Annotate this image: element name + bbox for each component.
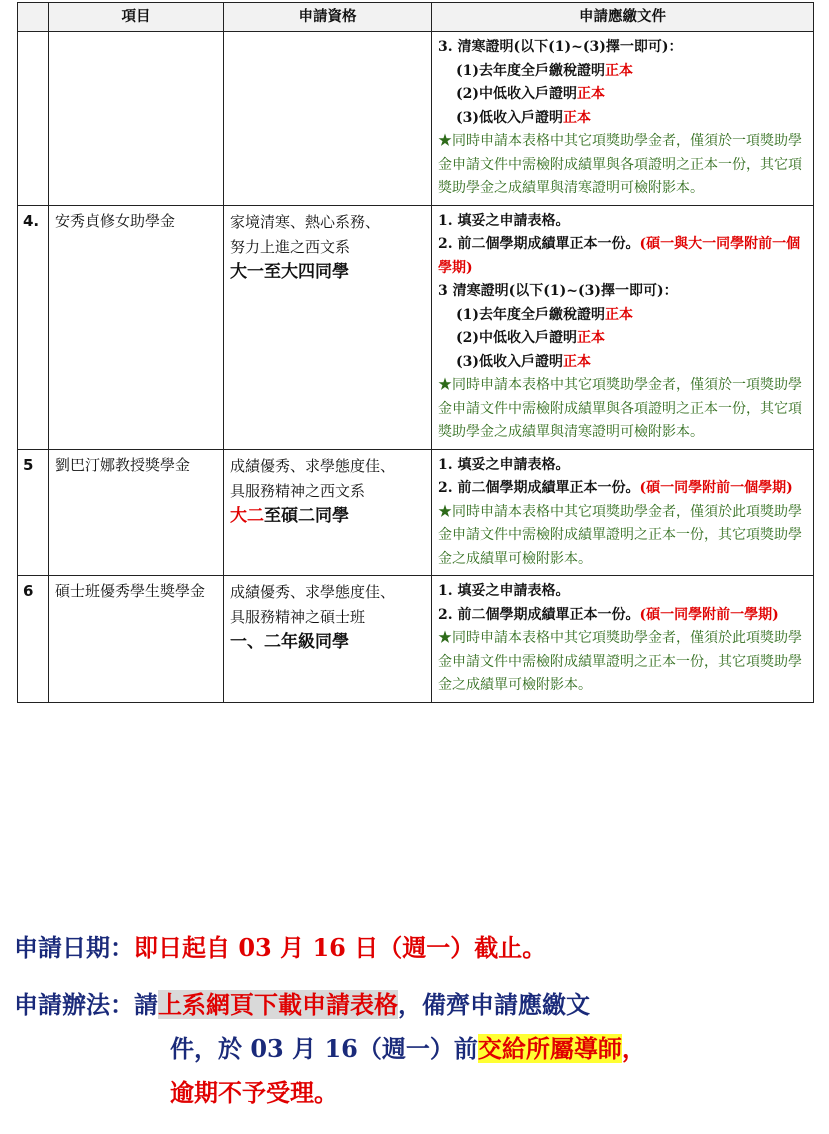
original-copy-label: 正本 <box>605 62 633 79</box>
qualification-line: 具服務精神之碩士班 <box>230 608 366 626</box>
qualification-grade: 大一至大四同學 <box>230 261 349 282</box>
doc-item: 1. 填妥之申請表格。 <box>438 456 570 473</box>
scholarship-table <box>17 2 814 703</box>
qualification-line: 家境清寒、熱心系務、 <box>230 212 381 231</box>
header-number <box>18 3 49 32</box>
doc-item: 1. 填妥之申請表格。 <box>438 212 570 229</box>
table-row <box>18 205 814 449</box>
doc-item: 2. 前二個學期成績單正本一份。 <box>438 236 640 252</box>
original-copy-label: 正本 <box>563 109 591 126</box>
note-text: ★同時申請本表格中其它項獎助學金者，僅須於此項獎助學金申請文件中需檢附成績單證明之正本一份，其它項獎助學金之成績單可檢附影本。 <box>438 630 802 693</box>
doc-item: 1. 填妥之申請表格。 <box>438 583 570 599</box>
scholarship-name: 劉巴汀娜教授獎學金 <box>49 449 224 576</box>
doc-item: 2. 前二個學期成績單正本一份。 <box>438 606 640 623</box>
download-form-instruction: 上系網頁下載申請表格 <box>158 990 398 1019</box>
doc-item: 3 清寒證明(以下(1)~(3)擇一即可)： <box>438 283 678 299</box>
qualification-line: 成績優秀、求學態度佳、 <box>230 456 396 475</box>
row-number: 6 <box>18 576 49 703</box>
doc-item: 2. 前二個學期成績單正本一份。 <box>438 480 640 496</box>
doc-item: 3. 清寒證明(以下(1)~(3)擇一即可)： <box>438 39 683 55</box>
doc-subitem: (3)低收入戶證明 <box>456 109 563 126</box>
original-copy-label: 正本 <box>577 330 605 346</box>
application-method-label: 申請辦法： <box>14 990 134 1019</box>
original-copy-label: 正本 <box>563 353 591 370</box>
doc-item-remark: (碩一與大一同學附前一個學期) <box>438 236 801 276</box>
doc-subitem: (1)去年度全戶繳稅證明 <box>456 62 605 79</box>
note-text: ★同時申請本表格中其它項獎助學金者，僅須於一項獎助學金申請文件中需檢附成績單與各項證明之正本一份，其它項獎助學金之成績單與清寒證明可檢附影本。 <box>438 133 802 196</box>
doc-subitem: (1)去年度全戶繳稅證明 <box>456 306 605 323</box>
note-text: ★同時申請本表格中其它項獎助學金者，僅須於一項獎助學金申請文件中需檢附成績單與各項證明之正本一份，其它項獎助學金之成績單與清寒證明可檢附影本。 <box>438 377 802 440</box>
qualification-grade-highlight: 大二 <box>230 505 264 526</box>
documents-cell <box>432 449 814 576</box>
row-number: 4. <box>18 205 49 449</box>
application-date-value: 即日起自 03 月 16 日（週一）截止。 <box>134 933 547 962</box>
scholarship-name: 碩士班優秀學生獎學金 <box>49 576 224 703</box>
doc-item-remark: (碩一同學附前一個學期) <box>639 480 793 496</box>
table-row <box>18 576 814 703</box>
late-not-accepted: 逾期不予受理。 <box>170 1078 338 1107</box>
qualification-cell <box>224 205 432 449</box>
documents-cell <box>432 32 814 206</box>
doc-subitem: (2)中低收入戶證明 <box>456 86 577 102</box>
qualification-line: 成績優秀、求學態度佳、 <box>230 583 396 601</box>
doc-item-remark: (碩一同學附前一學期) <box>639 606 779 623</box>
application-date <box>14 928 814 963</box>
documents-cell <box>432 576 814 703</box>
original-copy-label: 正本 <box>605 306 633 323</box>
application-date-label: 申請日期： <box>14 933 134 962</box>
qualification-cell <box>224 576 432 703</box>
submit-to-advisor-instruction: 交給所屬導師 <box>477 1034 622 1063</box>
note-text: ★同時申請本表格中其它項獎助學金者，僅須於此項獎助學金申請文件中需檢附成績單證明之正本一份，其它項獎助學金之成績單可檢附影本。 <box>438 503 802 567</box>
original-copy-label: 正本 <box>577 86 605 102</box>
header-qualification: 申請資格 <box>224 3 432 32</box>
scholarship-name: 安秀貞修女助學金 <box>49 205 224 449</box>
application-method: 申請辦法：請上系網頁下載申請表格，備齊申請應繳文 件，於 03 月 16（週一）前交給所屬導師， 逾期不予受理。 <box>14 983 814 1115</box>
qualification-grade: 一、二年級同學 <box>230 632 349 652</box>
doc-subitem: (3)低收入戶證明 <box>456 353 563 370</box>
doc-subitem: (2)中低收入戶證明 <box>456 330 577 346</box>
table-row <box>18 449 814 576</box>
header-item: 項目 <box>49 3 224 32</box>
header-documents: 申請應繳文件 <box>432 3 814 32</box>
qualification-line: 努力上進之西文系 <box>230 237 351 256</box>
qualification-cell <box>224 449 432 576</box>
row-number: 5 <box>18 449 49 576</box>
table-header-row <box>18 3 814 32</box>
documents-cell <box>432 205 814 449</box>
qualification-grade: 至碩二同學 <box>264 505 349 526</box>
qualification-line: 具服務精神之西文系 <box>230 481 366 500</box>
table-row-continued <box>18 32 814 206</box>
